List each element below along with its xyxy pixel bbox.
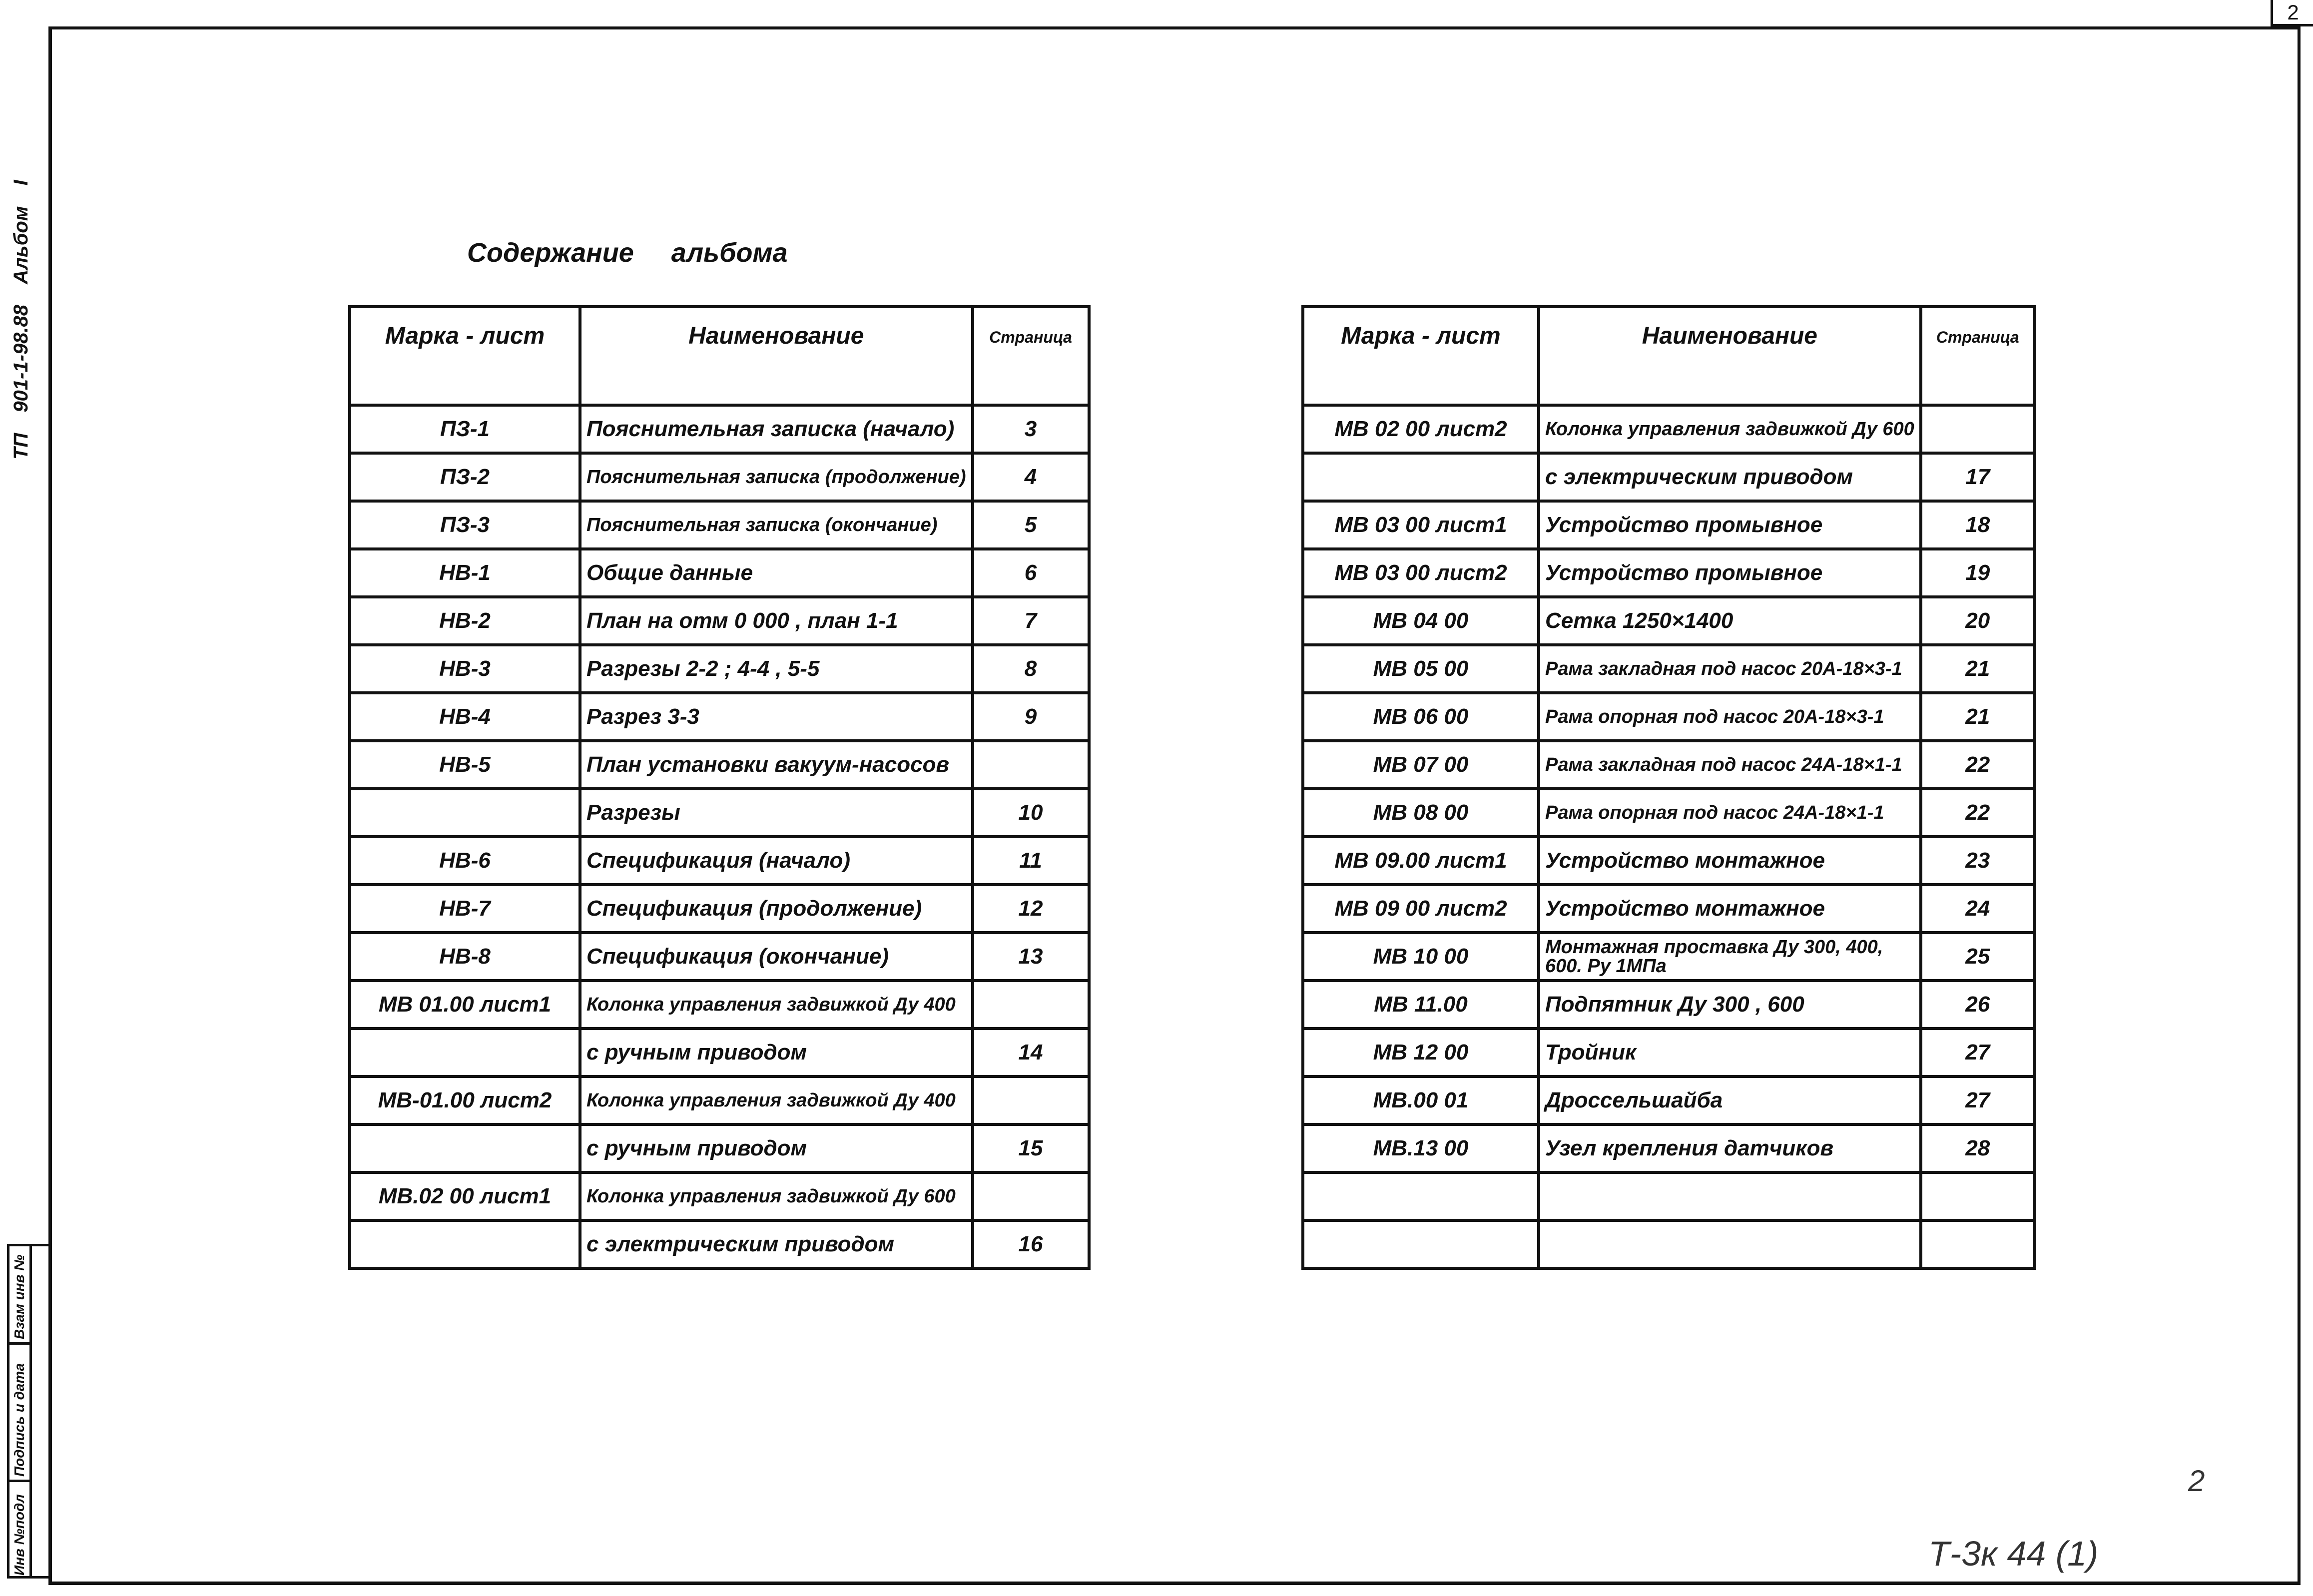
table-row — [1303, 1029, 2035, 1076]
table-row — [350, 597, 1089, 645]
cell-name: Дроссельшайба — [1539, 1076, 1921, 1124]
cell-page — [973, 981, 1089, 1029]
stamp-label: Подпись и дата — [11, 1363, 27, 1477]
cell-page: 17 — [1921, 453, 2035, 501]
table-row — [350, 789, 1089, 837]
table-row — [1303, 501, 2035, 549]
table-row — [350, 645, 1089, 693]
cell-mark: МВ-01.00 лист2 — [350, 1076, 580, 1124]
table-row — [1303, 645, 2035, 693]
cell-page: 11 — [973, 837, 1089, 885]
stamp-cell — [9, 1345, 29, 1482]
approval-stamp — [7, 1244, 52, 1579]
header-page: Страница — [1921, 307, 2035, 405]
cell-page: 6 — [973, 549, 1089, 597]
cell-mark: МВ 04 00 — [1303, 597, 1539, 645]
cell-page — [1921, 1220, 2035, 1268]
cell-mark — [350, 1220, 580, 1268]
cell-page: 22 — [1921, 741, 2035, 789]
cell-mark — [350, 789, 580, 837]
cell-page: 26 — [1921, 981, 2035, 1029]
table-row — [350, 405, 1089, 453]
cell-page: 14 — [973, 1029, 1089, 1076]
cell-name: Устройство монтажное — [1539, 885, 1921, 933]
contents-table-right — [1301, 305, 2036, 1270]
stamp-cell — [9, 1482, 29, 1579]
cell-page: 27 — [1921, 1029, 2035, 1076]
table-row — [1303, 885, 2035, 933]
handwritten-note: Т-3к 44 (1) — [1928, 1534, 2099, 1573]
page-title: Содержание альбома — [467, 238, 788, 268]
stamp-label: Инв №подл — [11, 1494, 27, 1576]
cell-page — [1921, 405, 2035, 453]
cell-page — [973, 1076, 1089, 1124]
header-name: Наименование — [1539, 307, 1921, 405]
table-header — [350, 307, 1089, 405]
table-row — [1303, 693, 2035, 741]
cell-mark: ПЗ-1 — [350, 405, 580, 453]
stamp-cell — [9, 1246, 29, 1345]
cell-mark: МВ 11.00 — [1303, 981, 1539, 1029]
cell-page: 16 — [973, 1220, 1089, 1268]
cell-name: Разрез 3-3 — [580, 693, 973, 741]
cell-name: Спецификация (продолжение) — [580, 885, 973, 933]
cell-page: 21 — [1921, 645, 2035, 693]
table-row — [350, 1124, 1089, 1172]
cell-page: 5 — [973, 501, 1089, 549]
cell-mark: МВ 05 00 — [1303, 645, 1539, 693]
cell-page — [1921, 1172, 2035, 1220]
cell-mark — [1303, 453, 1539, 501]
cell-mark: ПЗ-3 — [350, 501, 580, 549]
table-row — [1303, 933, 2035, 981]
cell-name: Колонка управления задвижкой Ду 400 — [580, 1076, 973, 1124]
cell-page — [973, 1172, 1089, 1220]
cell-mark: МВ 03 00 лист1 — [1303, 501, 1539, 549]
cell-name: Пояснительная записка (окончание) — [580, 501, 973, 549]
cell-page: 23 — [1921, 837, 2035, 885]
cell-page: 18 — [1921, 501, 2035, 549]
cell-name: Колонка управления задвижкой Ду 600 — [580, 1172, 973, 1220]
table-row — [350, 693, 1089, 741]
cell-mark — [1303, 1172, 1539, 1220]
cell-name: Пояснительная записка (продолжение) — [580, 453, 973, 501]
cell-mark: НВ-8 — [350, 933, 580, 981]
cell-mark: МВ 02 00 лист2 — [1303, 405, 1539, 453]
cell-mark: НВ-3 — [350, 645, 580, 693]
table-row — [350, 1076, 1089, 1124]
cell-name: Спецификация (окончание) — [580, 933, 973, 981]
cell-mark: НВ-4 — [350, 693, 580, 741]
table-row — [1303, 597, 2035, 645]
cell-name: Устройство монтажное — [1539, 837, 1921, 885]
table-row — [350, 837, 1089, 885]
table-row — [350, 933, 1089, 981]
cell-name: Монтажная проставка Ду 300, 400, 600. Ру 1МПа — [1539, 933, 1921, 981]
cell-mark: МВ.02 00 лист1 — [350, 1172, 580, 1220]
cell-page: 27 — [1921, 1076, 2035, 1124]
cell-name: Разрезы — [580, 789, 973, 837]
cell-page: 8 — [973, 645, 1089, 693]
table-row — [1303, 741, 2035, 789]
cell-name: Тройник — [1539, 1029, 1921, 1076]
cell-mark: МВ.13 00 — [1303, 1124, 1539, 1172]
cell-mark: НВ-2 — [350, 597, 580, 645]
cell-mark: МВ 07 00 — [1303, 741, 1539, 789]
cell-mark — [350, 1124, 580, 1172]
header-mark: Марка - лист — [1303, 307, 1539, 405]
table-row — [350, 885, 1089, 933]
table-row — [350, 549, 1089, 597]
cell-page: 21 — [1921, 693, 2035, 741]
cell-mark: МВ 03 00 лист2 — [1303, 549, 1539, 597]
cell-mark: МВ 08 00 — [1303, 789, 1539, 837]
table-row — [350, 1172, 1089, 1220]
cell-page: 25 — [1921, 933, 2035, 981]
cell-page: 9 — [973, 693, 1089, 741]
table-row — [1303, 1076, 2035, 1124]
cell-name — [1539, 1220, 1921, 1268]
table-row — [350, 741, 1089, 789]
cell-page: 15 — [973, 1124, 1089, 1172]
cell-page: 3 — [973, 405, 1089, 453]
cell-name: Устройство промывное — [1539, 549, 1921, 597]
cell-name: План установки вакуум-насосов — [580, 741, 973, 789]
table-row — [1303, 405, 2035, 453]
album-code: ТП 901-1-98.88 Альбом I — [10, 180, 32, 460]
cell-mark: МВ 10 00 — [1303, 933, 1539, 981]
cell-page: 12 — [973, 885, 1089, 933]
table-row — [350, 501, 1089, 549]
cell-mark: МВ 06 00 — [1303, 693, 1539, 741]
table-row — [1303, 1172, 2035, 1220]
cell-mark — [1303, 1220, 1539, 1268]
cell-page: 20 — [1921, 597, 2035, 645]
cell-name: с ручным приводом — [580, 1029, 973, 1076]
cell-page: 10 — [973, 789, 1089, 837]
stamp-divider — [29, 1246, 32, 1576]
cell-page: 13 — [973, 933, 1089, 981]
table-header — [1303, 307, 2035, 405]
cell-page: 24 — [1921, 885, 2035, 933]
table-row — [1303, 789, 2035, 837]
cell-mark: НВ-6 — [350, 837, 580, 885]
page-number: 2 — [2271, 0, 2313, 26]
cell-mark: МВ 09 00 лист2 — [1303, 885, 1539, 933]
cell-name: Узел крепления датчиков — [1539, 1124, 1921, 1172]
cell-name: Пояснительная записка (начало) — [580, 405, 973, 453]
cell-name: Разрезы 2-2 ; 4-4 , 5-5 — [580, 645, 973, 693]
cell-mark: МВ.00 01 — [1303, 1076, 1539, 1124]
cell-name: Рама опорная под насос 24А-18×1-1 — [1539, 789, 1921, 837]
header-name: Наименование — [580, 307, 973, 405]
cell-page: 28 — [1921, 1124, 2035, 1172]
cell-name: Рама опорная под насос 20А-18×3-1 — [1539, 693, 1921, 741]
cell-page: 22 — [1921, 789, 2035, 837]
cell-mark: МВ 01.00 лист1 — [350, 981, 580, 1029]
cell-name: с электрическим приводом — [1539, 453, 1921, 501]
cell-name: Колонка управления задвижкой Ду 400 — [580, 981, 973, 1029]
table-row — [1303, 981, 2035, 1029]
cell-name: Рама закладная под насос 24А-18×1-1 — [1539, 741, 1921, 789]
stamp-label: Взам инв № — [11, 1254, 27, 1339]
table-row — [350, 1029, 1089, 1076]
cell-mark: МВ 09.00 лист1 — [1303, 837, 1539, 885]
cell-name: Сетка 1250×1400 — [1539, 597, 1921, 645]
cell-page: 7 — [973, 597, 1089, 645]
cell-name: с электрическим приводом — [580, 1220, 973, 1268]
cell-name: с ручным приводом — [580, 1124, 973, 1172]
table-row — [350, 453, 1089, 501]
table-row — [1303, 549, 2035, 597]
cell-mark — [350, 1029, 580, 1076]
header-page: Страница — [973, 307, 1089, 405]
table-row — [350, 1220, 1089, 1268]
cell-name: План на отм 0 000 , план 1-1 — [580, 597, 973, 645]
table-row — [1303, 1220, 2035, 1268]
cell-name: Рама закладная под насос 20А-18×3-1 — [1539, 645, 1921, 693]
table-row — [1303, 837, 2035, 885]
cell-mark: ПЗ-2 — [350, 453, 580, 501]
cell-mark: МВ 12 00 — [1303, 1029, 1539, 1076]
cell-mark: НВ-5 — [350, 741, 580, 789]
cell-page: 19 — [1921, 549, 2035, 597]
cell-name: Устройство промывное — [1539, 501, 1921, 549]
table-row — [1303, 453, 2035, 501]
cell-name: Спецификация (начало) — [580, 837, 973, 885]
cell-mark: НВ-7 — [350, 885, 580, 933]
cell-page — [973, 741, 1089, 789]
cell-name: Общие данные — [580, 549, 973, 597]
table-row — [350, 981, 1089, 1029]
cell-name: Колонка управления задвижкой Ду 600 — [1539, 405, 1921, 453]
handwritten-mark: 2 — [2188, 1464, 2205, 1498]
cell-name: Подпятник Ду 300 , 600 — [1539, 981, 1921, 1029]
contents-table-left — [348, 305, 1091, 1270]
header-mark: Марка - лист — [350, 307, 580, 405]
table-row — [1303, 1124, 2035, 1172]
cell-name — [1539, 1172, 1921, 1220]
cell-page: 4 — [973, 453, 1089, 501]
cell-mark: НВ-1 — [350, 549, 580, 597]
